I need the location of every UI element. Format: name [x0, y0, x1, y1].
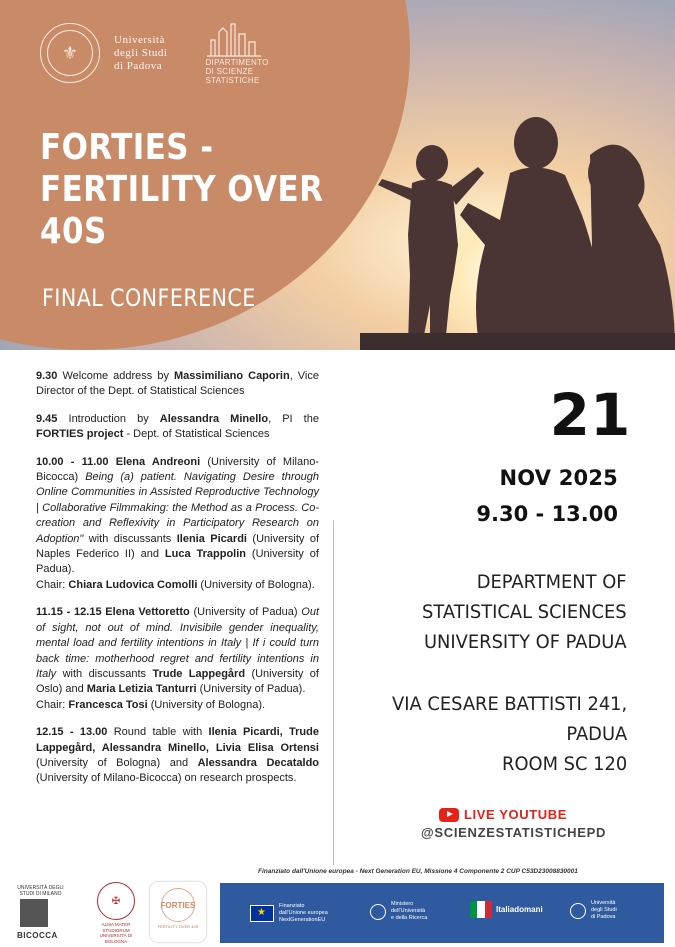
youtube-handle[interactable]: @SCIENZESTATISTICHEPD [421, 825, 607, 840]
mur-line: e della Ricerca [391, 915, 428, 921]
eu-line: dall'Unione europea [279, 910, 328, 916]
program-text: (University of Naples Federico II) and [36, 532, 319, 561]
unipd-name [114, 34, 167, 73]
mur-line: dell'Università [391, 908, 426, 914]
discussant-name: Ilenia Picardi [176, 532, 247, 545]
speaker-name: Alessandra Decataldo [197, 756, 320, 769]
forties-word: FORTIES [160, 900, 196, 910]
program-item [36, 369, 319, 400]
divider-line [333, 520, 334, 865]
venue-line: STATISTICAL SCIENCES [422, 601, 627, 623]
program-text: (University of Padua). [196, 683, 306, 696]
program-time: 12.15 - 13.00 [36, 726, 108, 739]
program-time: 10.00 - 11.00 Elena Andreoni [36, 455, 201, 468]
department-towers-icon [205, 22, 263, 58]
program-list [36, 369, 319, 799]
unipd-footer-logo [570, 900, 617, 921]
chair-name: Francesca Tosi [68, 698, 148, 711]
hero-banner [0, 0, 675, 350]
discussant-name: Trude Lappegård [152, 667, 246, 680]
footer-logos [0, 878, 675, 947]
chair-name: Chiara Ludovica Comolli [68, 578, 198, 591]
conference-title: FORTIES - FERTILITY OVER 40S [40, 127, 324, 252]
dept-line-3: STATISTICHE [205, 76, 260, 85]
program-text: (University of Oslo) and [36, 667, 319, 696]
youtube-label: LIVE YOUTUBE [464, 807, 568, 822]
unibo-seal-icon: ✠ [97, 882, 135, 920]
unipd-line-2: degli Studi [114, 46, 168, 59]
program-item [36, 455, 319, 594]
speaker-name: Ilenia Picardi, Trude Lappegård, Alessandra Minello, Livia Elisa Ortensi [36, 726, 319, 754]
mur-emblem-icon [370, 904, 386, 920]
program-text: (University of Padua) [189, 606, 302, 619]
eu-flag-icon [250, 905, 274, 922]
chair-label: Chair: [36, 698, 69, 711]
department-logo-text [205, 58, 269, 85]
dept-line-1: DIPARTIMENTO [205, 58, 269, 67]
event-time: 9.30 - 13.00 [476, 502, 618, 526]
seal-emblem-icon: ⚜ [47, 30, 93, 76]
venue-line: UNIVERSITY OF PADUA [424, 631, 627, 653]
address-line: ROOM SC 120 [501, 753, 627, 775]
venue-line: DEPARTMENT OF [477, 571, 627, 593]
mur-logo [370, 901, 427, 922]
dept-line-2: DI SCIENZE [205, 67, 254, 76]
speaker-name: Massimiliano Caporin [174, 370, 290, 382]
header-logos [40, 22, 269, 85]
program-text: , PI the [268, 412, 319, 425]
unipd-footer-text [591, 900, 617, 921]
forties-logo [150, 882, 206, 942]
italiadomani-logo [470, 901, 543, 918]
youtube-live-link[interactable] [439, 807, 567, 822]
event-month-year: NOV 2025 [499, 466, 618, 490]
program-text: (University of Milano-Bicocca) on research prospects. [36, 772, 297, 785]
italy-flag-icon [470, 901, 492, 918]
unipd-footer-seal-icon [570, 903, 586, 919]
venue-block [422, 567, 627, 657]
funding-note: Finanziato dall'Unione europea - Next Generation EU, Missione 4 Componente 2 CUP C53D23008830001 [258, 868, 578, 875]
program-item [36, 605, 319, 713]
eu-logo [250, 903, 328, 924]
bicocca-logo [17, 885, 64, 941]
program-time: 11.15 - 12.15 Elena Vettoretto [36, 606, 190, 619]
bicocca-top-text: UNIVERSITÀ DEGLI STUDI DI MILANO [17, 885, 64, 897]
talk-title: Being (a) patient. Navigating Desire through Online Communities in Assisted Reproductive Technology | Collaborative Filmmaking: the Method as a Process. Co-creation and Reflexivity in Participatory Research on Adoption" [36, 471, 319, 545]
eu-line: NextGenerationEU [279, 917, 326, 923]
program-text: (University of Bologna). [147, 698, 266, 711]
program-item [36, 412, 319, 443]
funding-logo-bar [220, 883, 664, 943]
unibo-text [88, 922, 144, 944]
unibo-line: ALMA MATER STUDIORUM [101, 922, 131, 933]
program-text: - Dept. of Statistical Sciences [123, 428, 270, 441]
program-item [36, 725, 319, 787]
program-text: (University of Bologna). [197, 578, 315, 591]
mur-text [391, 901, 427, 922]
chair-label: Chair: [36, 578, 69, 591]
program-text: Welcome address by [57, 370, 174, 382]
program-time: 9.45 [36, 412, 58, 425]
bicocca-name: BICOCCA [17, 931, 58, 940]
speaker-name: Alessandra Minello [159, 412, 269, 425]
program-text: (University of Bologna) and [36, 756, 198, 769]
unipd-footer-line: di Padova [591, 914, 616, 920]
discussant-name: Luca Trappolin [164, 548, 246, 561]
unipd-footer-line: Università [591, 900, 616, 906]
address-line: PADUA [566, 723, 627, 745]
mur-line: Ministero [391, 901, 414, 907]
eu-line: Finanziato [279, 903, 305, 909]
unipd-footer-line: degli Studi [591, 907, 617, 913]
italiadomani-text: Italiadomani [496, 905, 543, 914]
address-block [392, 689, 627, 779]
unipd-line-3: di Padova [114, 59, 163, 72]
event-day: 21 [549, 381, 631, 449]
program-time: 9.30 [36, 370, 58, 382]
forties-sub: FERTILITY OVER 40S [157, 924, 199, 929]
program-text: with discussants [83, 532, 177, 545]
unibo-logo [88, 882, 144, 942]
eu-text [279, 903, 328, 924]
program-text: with discussants [56, 667, 153, 680]
discussant-name: Maria Letizia Tanturri [86, 683, 197, 696]
forties-circle-icon [161, 888, 195, 922]
unipd-seal-logo [40, 23, 100, 83]
department-logo [205, 22, 269, 85]
youtube-icon [439, 808, 459, 822]
family-silhouette-image [360, 95, 675, 350]
program-text: Round table with [107, 726, 209, 739]
program-text: (University of Milano-Bicocca) [36, 455, 319, 484]
address-line: VIA CESARE BATTISTI 241, [391, 693, 627, 715]
bicocca-emblem-icon [20, 899, 48, 927]
program-text: Introduction by [57, 412, 160, 425]
program-text: , Vice Director of the Dept. of Statistical Sciences [36, 370, 319, 398]
program-text: (University of Padua). [36, 548, 319, 576]
unibo-line: UNIVERSITÀ DI BOLOGNA [99, 933, 133, 944]
project-name: FORTIES project [36, 428, 124, 441]
conference-subtitle: FINAL CONFERENCE [42, 284, 256, 312]
talk-title: Out of sight, not out of mind. Invisibile gender inequality, mental load and fertility intentions in Italy | If i could turn back time: motherhood regret and fertility intentions in Italy [36, 606, 319, 680]
unipd-line-1: Università [114, 33, 165, 46]
